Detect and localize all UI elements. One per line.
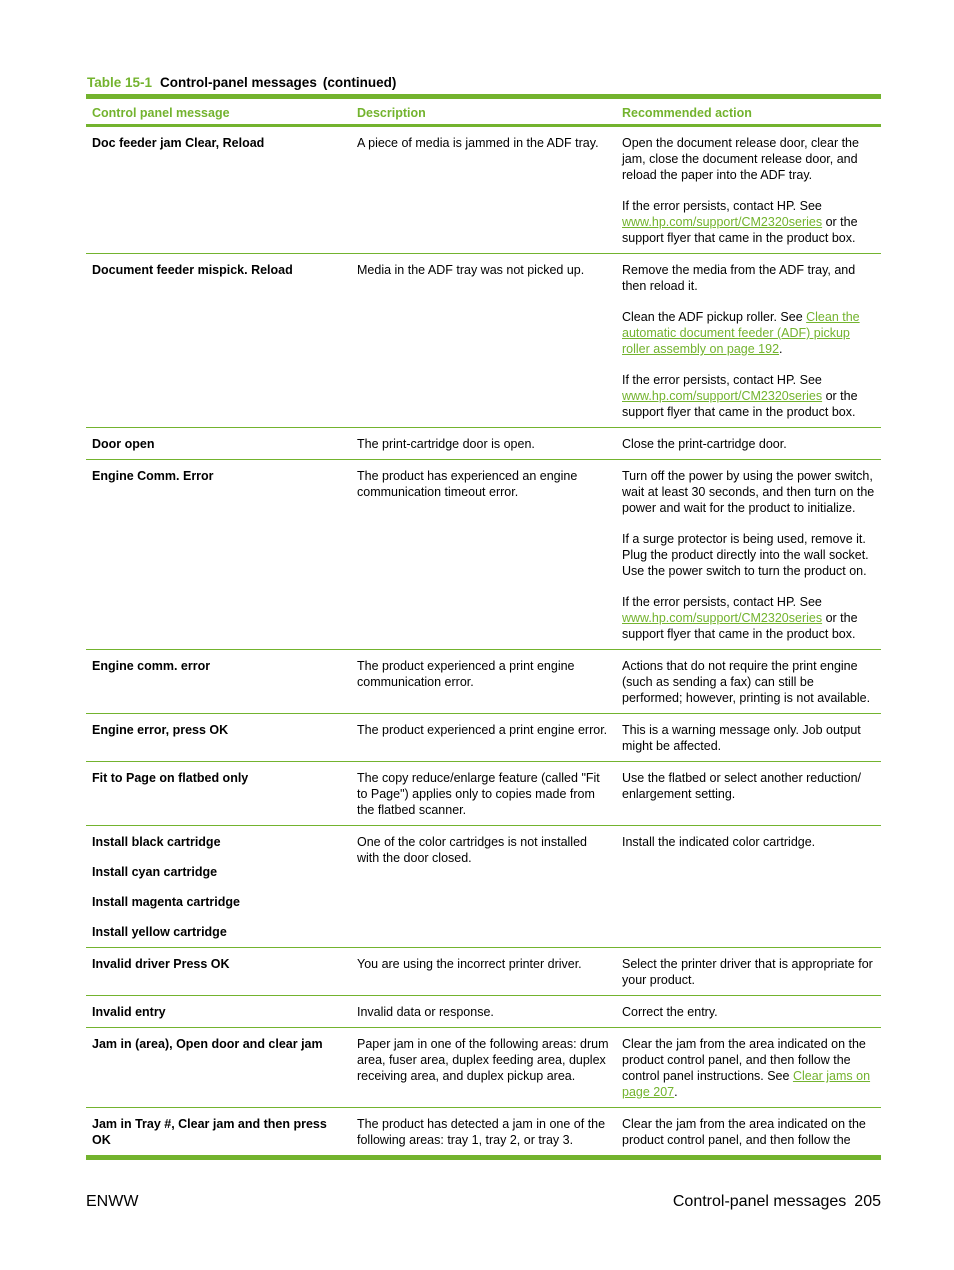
action-paragraph (622, 770, 875, 802)
table-row (86, 1108, 881, 1155)
message-cell (86, 1108, 351, 1155)
description-cell: The product has experienced an engine communication timeout error. (357, 469, 578, 499)
description-cell: The product has detected a jam in one of the following areas: tray 1, tray 2, or tray 3. (357, 1117, 606, 1147)
header-control-panel-message: Control panel message (92, 106, 230, 120)
description-cell: The product experienced a print engine error. (357, 723, 608, 737)
table-row (86, 714, 881, 762)
table-body (86, 127, 881, 1155)
reference-link[interactable]: Clean the automatic document feeder (ADF) pickup roller assembly on page 192 (622, 310, 860, 356)
action-text: or the support flyer that came in the product box. (622, 611, 858, 641)
action-text: . (674, 1085, 678, 1099)
message-cell (86, 428, 351, 459)
action-paragraph (622, 658, 875, 706)
recommended-action-cell (616, 127, 881, 253)
reference-link[interactable]: www.hp.com/support/CM2320series (622, 215, 823, 229)
table-row (86, 428, 881, 460)
table-continued: (continued) (322, 75, 397, 90)
action-paragraph (622, 309, 875, 357)
action-paragraph (622, 834, 875, 850)
recommended-action-cell (616, 1108, 881, 1155)
control-panel-message: Install magenta cartridge (92, 895, 240, 909)
action-text: Remove the media from the ADF tray, and then reload it. (622, 263, 856, 293)
description-cell: Invalid data or response. (357, 1005, 494, 1019)
header-recommended-action: Recommended action (622, 106, 752, 120)
action-paragraph (622, 372, 875, 420)
action-text: If the error persists, contact HP. See (622, 199, 822, 213)
recommended-action-cell (616, 650, 881, 713)
footer-section: Control-panel messages (672, 1193, 847, 1210)
table-title: Control-panel messages (160, 75, 317, 90)
footer-right (673, 1193, 881, 1211)
table-number: Table 15-1 (87, 75, 153, 90)
recommended-action-cell (616, 762, 881, 825)
message-cell (86, 1028, 351, 1107)
table-row (86, 460, 881, 650)
action-text: If the error persists, contact HP. See (622, 595, 822, 609)
action-text: Actions that do not require the print engine (such as sending a fax) can still be performed; however, printing is not available. (622, 659, 871, 705)
recommended-action-cell (616, 996, 881, 1027)
control-panel-message: Install cyan cartridge (92, 865, 218, 879)
action-text: Open the document release door, clear the jam, close the document release door, and reload the paper into the ADF tray. (622, 136, 859, 182)
action-text: Select the printer driver that is appropriate for your product. (622, 957, 873, 987)
action-text: Turn off the power by using the power switch, wait at least 30 seconds, and then turn on the power and wait for the product to initialize. (622, 469, 875, 515)
control-panel-message: Install black cartridge (92, 835, 221, 849)
control-panel-message: Jam in (area), Open door and clear jam (92, 1037, 323, 1051)
action-paragraph (622, 594, 875, 642)
control-panel-message: Fit to Page on flatbed only (92, 771, 249, 785)
description-cell: The print-cartridge door is open. (357, 437, 535, 451)
reference-link[interactable]: www.hp.com/support/CM2320series (622, 611, 823, 625)
table-row (86, 1028, 881, 1108)
action-text: Install the indicated color cartridge. (622, 835, 816, 849)
recommended-action-cell (616, 714, 881, 761)
message-cell (86, 948, 351, 995)
header-description: Description (357, 106, 426, 120)
message-cell (86, 650, 351, 713)
action-paragraph (622, 198, 875, 246)
action-paragraph (622, 468, 875, 516)
control-panel-message: Jam in Tray #, Clear jam and then press OK (92, 1117, 327, 1147)
action-text: If the error persists, contact HP. See (622, 373, 822, 387)
message-cell (86, 826, 351, 947)
table-row (86, 127, 881, 254)
reference-link[interactable]: Clear jams on page 207 (622, 1069, 871, 1099)
recommended-action-cell (616, 948, 881, 995)
table-row (86, 762, 881, 826)
table-row (86, 650, 881, 714)
recommended-action-cell (616, 254, 881, 427)
action-paragraph (622, 262, 875, 294)
recommended-action-cell (616, 460, 881, 649)
table-row (86, 948, 881, 996)
description-cell: One of the color cartridges is not installed with the door closed. (357, 835, 587, 865)
control-panel-messages-table (86, 94, 881, 1160)
recommended-action-cell (616, 826, 881, 947)
table-caption (87, 75, 396, 90)
control-panel-message: Invalid driver Press OK (92, 957, 230, 971)
table-row (86, 826, 881, 948)
control-panel-message: Doc feeder jam Clear, Reload (92, 136, 265, 150)
description-cell: You are using the incorrect printer driver. (357, 957, 582, 971)
description-cell: The product experienced a print engine communication error. (357, 659, 575, 689)
action-text: This is a warning message only. Job output might be affected. (622, 723, 861, 753)
table-row (86, 996, 881, 1028)
control-panel-message: Engine comm. error (92, 659, 211, 673)
message-cell (86, 254, 351, 427)
action-text: or the support flyer that came in the product box. (622, 389, 858, 419)
action-paragraph (622, 722, 875, 754)
message-cell (86, 762, 351, 825)
action-text: If a surge protector is being used, remove it. Plug the product directly into the wall socket. Use the power switch to turn the product on. (622, 532, 869, 578)
recommended-action-cell (616, 428, 881, 459)
message-cell (86, 714, 351, 761)
action-text: Use the flatbed or select another reduction/ enlargement setting. (622, 771, 862, 801)
footer-left: ENWW (86, 1193, 139, 1210)
control-panel-message: Invalid entry (92, 1005, 166, 1019)
action-text: . (779, 342, 783, 356)
action-text: Close the print-cartridge door. (622, 437, 787, 451)
control-panel-message: Engine error, press OK (92, 723, 229, 737)
reference-link[interactable]: www.hp.com/support/CM2320series (622, 389, 823, 403)
action-paragraph (622, 436, 875, 452)
page-number: 205 (854, 1193, 881, 1210)
action-text: Correct the entry. (622, 1005, 718, 1019)
control-panel-message: Engine Comm. Error (92, 469, 214, 483)
description-cell: The copy reduce/enlarge feature (called "Fit to Page") applies only to copies made from the flatbed scanner. (357, 771, 600, 817)
action-paragraph (622, 1036, 875, 1100)
message-cell (86, 127, 351, 253)
control-panel-message: Install yellow cartridge (92, 925, 227, 939)
action-text: or the support flyer that came in the product box. (622, 215, 858, 245)
recommended-action-cell (616, 1028, 881, 1107)
description-cell: Media in the ADF tray was not picked up. (357, 263, 585, 277)
action-text: Clear the jam from the area indicated on the product control panel, and then follow the (622, 1117, 866, 1147)
action-text: Clear the jam from the area indicated on the product control panel, and then follow the control panel instructions. See (622, 1037, 866, 1083)
message-cell (86, 460, 351, 649)
table-row (86, 254, 881, 428)
action-paragraph (622, 1004, 875, 1020)
description-cell: Paper jam in one of the following areas: drum area, fuser area, duplex feeding area, duplex receiving area, and duplex pickup area. (357, 1037, 609, 1083)
action-text: Clean the ADF pickup roller. See (622, 310, 807, 324)
action-paragraph (622, 956, 875, 988)
action-paragraph (622, 531, 875, 579)
action-paragraph (622, 135, 875, 183)
message-cell (86, 996, 351, 1027)
description-cell: A piece of media is jammed in the ADF tray. (357, 136, 599, 150)
control-panel-message: Document feeder mispick. Reload (92, 263, 293, 277)
control-panel-message: Door open (92, 437, 155, 451)
action-paragraph (622, 1116, 875, 1148)
table-header-row (86, 99, 881, 127)
